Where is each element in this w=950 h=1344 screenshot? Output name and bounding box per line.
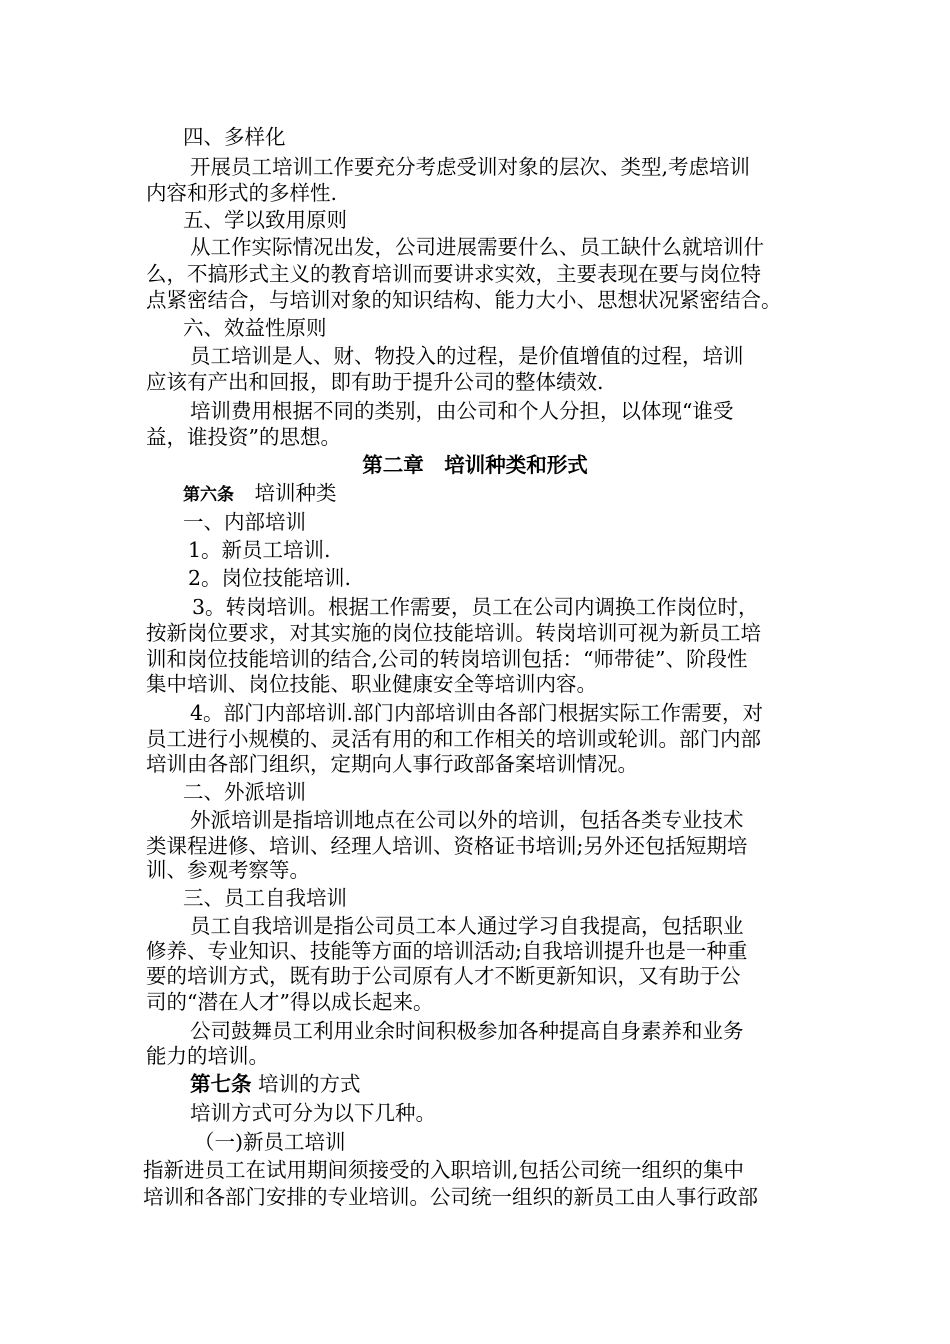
paragraph-line: 修养、专业知识、技能等方面的培训活动;自我培训提升也是一种重 [146,939,748,963]
article-heading [183,481,337,508]
paragraph-line: 点紧密结合，与培训对象的知识结构、能力大小、思想状况紧密结合。 [146,288,782,312]
paragraph-line: 从工作实际情况出发，公司进展需要什么、员工缺什么就培训什 [190,235,764,259]
chapter-title: 第二章 培训种类和形式 [362,453,588,477]
section-heading: 四、多样化 [183,125,286,149]
paragraph-line: 能力的培训。 [146,1044,269,1068]
section-heading: 三、员工自我培训 [183,886,347,910]
list-item: 4。部门内部培训.部门内部培训由各部门根据实际工作需要，对 [190,701,764,725]
paragraph-line: 训和岗位技能培训的结合,公司的转岗培训包括：“师带徒”、阶段性 [146,647,748,671]
paragraph-line: 训、参观考察等。 [146,858,310,882]
article-title: 培训种类 [234,481,337,505]
paragraph-line: 益，谁投资”的思想。 [146,425,341,449]
paragraph-line: 集中培训、岗位技能、职业健康安全等培训内容。 [146,672,597,696]
article-number: 第七条 [190,1072,252,1096]
paragraph-line: 司的“潜在人才”得以成长起来。 [146,990,434,1014]
section-heading: 二、外派培训 [183,780,306,804]
sub-heading: （一)新员工培训 [194,1130,346,1154]
paragraph-line: 培训方式可分为以下几种。 [190,1101,436,1125]
list-item: 3。转岗培训。根据工作需要，员工在公司内调换工作岗位时， [192,595,759,619]
paragraph-line: 开展员工培训工作要充分考虑受训对象的层次、类型,考虑培训 [190,155,751,179]
paragraph-line: 类课程进修、培训、经理人培训、资格证书培训;另外还包括短期培 [146,834,748,858]
paragraph-line: 内容和形式的多样性. [146,181,338,205]
paragraph-line: 按新岗位要求，对其实施的岗位技能培训。转岗培训可视为新员工培 [146,621,761,645]
paragraph-line: 外派培训是指培训地点在公司以外的培训，包括各类专业技术 [190,808,744,832]
paragraph-line: 培训由各部门组织，定期向人事行政部备案培训情况。 [146,752,638,776]
paragraph-line: 要的培训方式，既有助于公司原有人才不断更新知识，又有助于公 [146,964,741,988]
paragraph-line: 员工培训是人、财、物投入的过程，是价值增值的过程，培训 [190,344,744,368]
article-heading [190,1072,361,1097]
section-heading: 六、效益性原则 [183,316,327,340]
paragraph-line: 么，不搞形式主义的教育培训而要讲求实效，主要表现在要与岗位特 [146,262,761,286]
article-number: 第六条 [183,485,234,505]
section-heading: 五、学以致用原则 [183,208,347,232]
list-item: 1。新员工培训. [188,538,331,562]
paragraph-line: 员工进行小规模的、灵活有用的和工作相关的培训或轮训。部门内部 [146,727,761,751]
article-title: 培训的方式 [251,1072,361,1096]
paragraph-line: 指新进员工在试用期间须接受的入职培训,包括公司统一组织的集中 [143,1158,745,1182]
paragraph-line: 应该有产出和回报，即有助于提升公司的整体绩效. [146,370,604,394]
paragraph-line: 公司鼓舞员工利用业余时间积极参加各种提高自身素养和业务 [190,1019,744,1043]
paragraph-line: 员工自我培训是指公司员工本人通过学习自我提高，包括职业 [190,914,744,938]
paragraph-line: 培训和各部门安排的专业培训。公司统一组织的新员工由人事行政部 [143,1185,758,1209]
list-item: 2。岗位技能培训. [188,566,352,590]
section-heading: 一、内部培训 [183,510,306,534]
paragraph-line: 培训费用根据不同的类别，由公司和个人分担，以体现“谁受 [190,399,734,423]
